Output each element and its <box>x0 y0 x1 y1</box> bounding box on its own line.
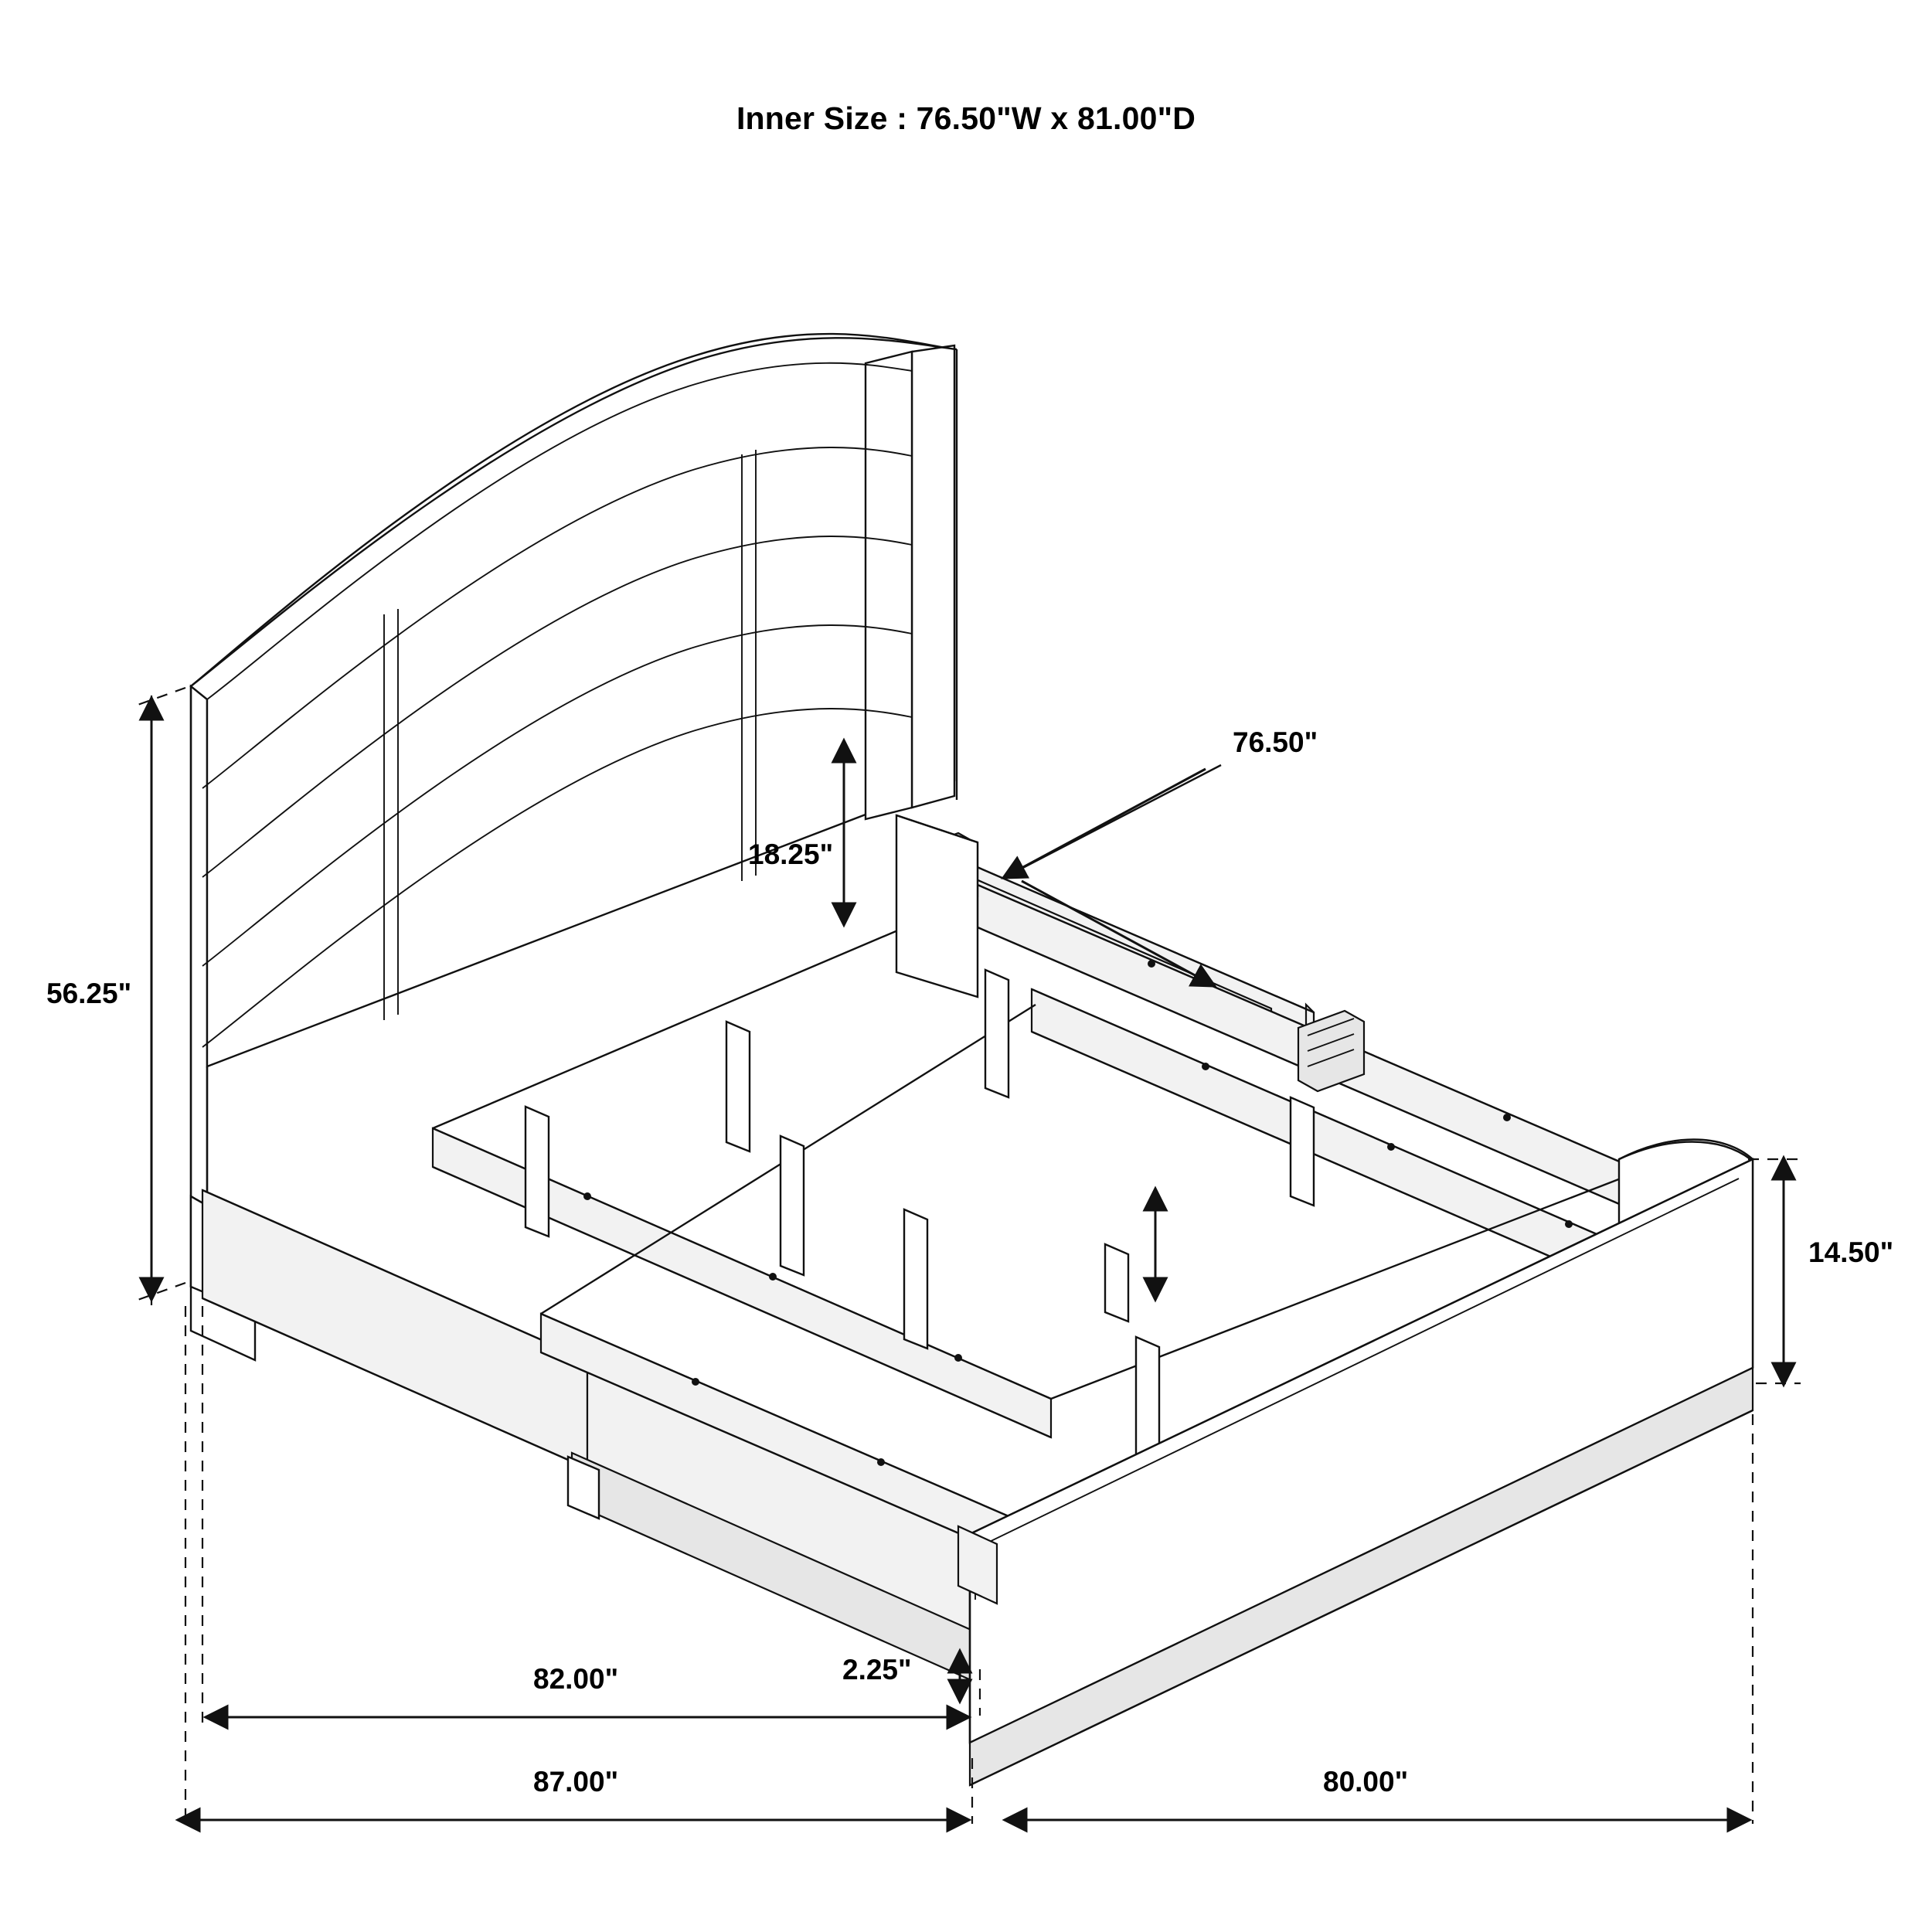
page-title: Inner Size : 76.50"W x 81.00"D <box>736 100 1196 136</box>
label-headboard-height: 56.25" <box>46 978 132 1009</box>
label-rail-width: 76.50" <box>1233 726 1318 758</box>
side-rail-front <box>202 1190 981 1685</box>
label-footboard-height: 14.50" <box>1808 1236 1894 1268</box>
label-headboard-panel-height: 18.25" <box>748 838 834 870</box>
label-overall-width: 80.00" <box>1323 1766 1409 1798</box>
footboard <box>958 1140 1753 1786</box>
label-footboard-lip: 2.25" <box>842 1654 912 1685</box>
label-inner-length: 82.00" <box>533 1663 619 1695</box>
label-overall-length: 87.00" <box>533 1766 619 1798</box>
